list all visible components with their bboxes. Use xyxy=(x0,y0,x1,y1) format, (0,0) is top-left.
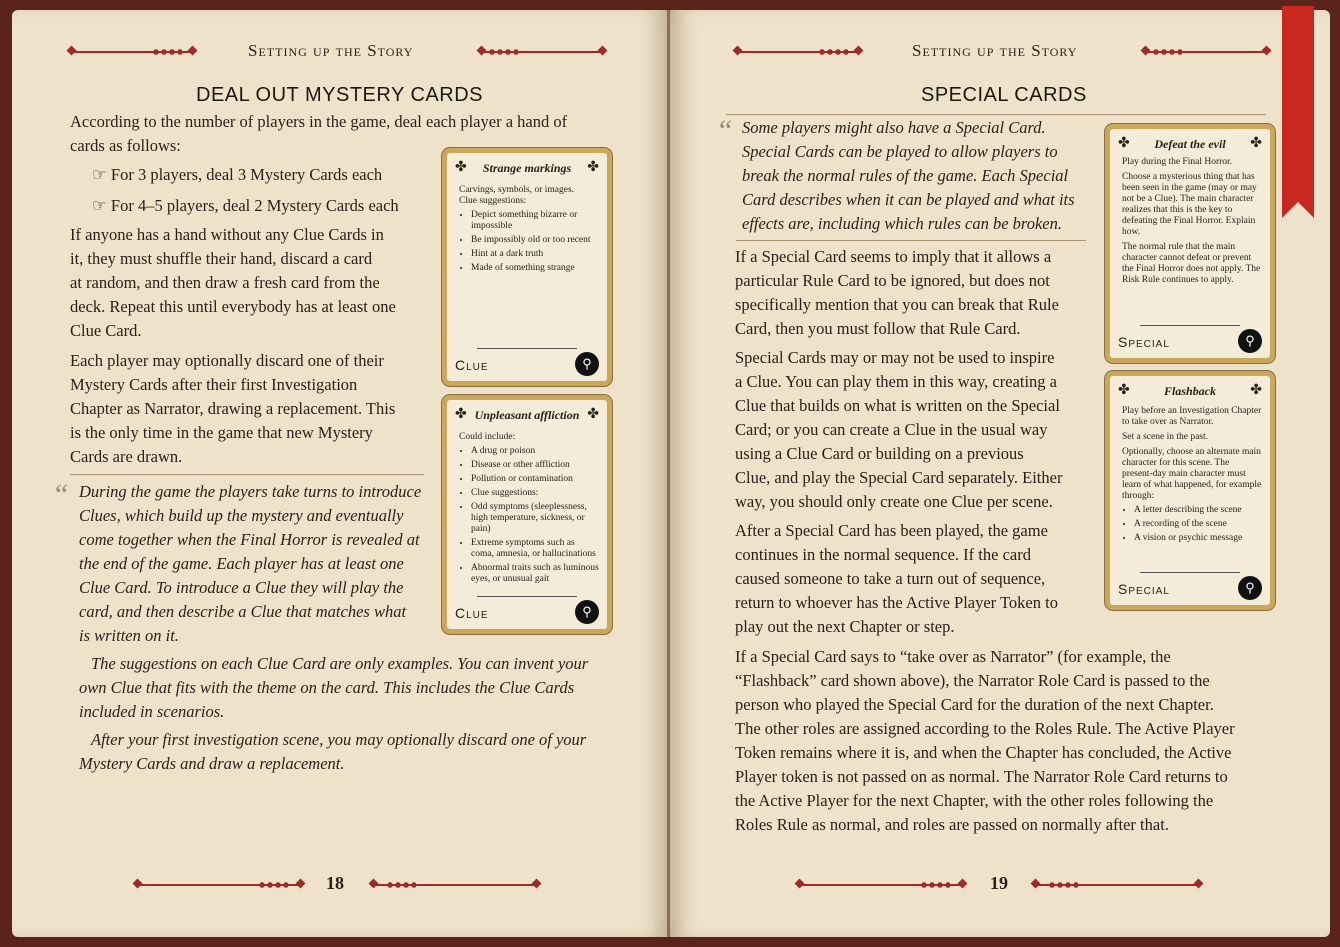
page-number-left: 18 xyxy=(326,873,344,893)
paragraph-discard: Each player may optionally discard one of their Mystery Cards after their first Investigation Chapter as Narrator, drawing a replacement. This is the only time in the game that new Mystery Cards are drawn. xyxy=(70,351,396,466)
clue-card-strange-markings xyxy=(442,148,612,386)
fleuron-icon: ✤ xyxy=(587,160,599,175)
quote-special-cards: Some players might also have a Special Card. Special Cards can be played to allow players to break the normal rules of the game. Each Special Card describes when it can be played and what its effects are, including which rules can be broken. xyxy=(742,118,1075,233)
hand-pointer-icon: ☞ xyxy=(92,196,111,215)
section-heading-left: DEAL OUT MYSTERY CARDS xyxy=(196,84,483,106)
divider-rule xyxy=(70,474,424,475)
fleuron-icon: ✤ xyxy=(1250,136,1262,151)
card-title: Defeat the evil xyxy=(1154,137,1226,151)
heading-rule xyxy=(726,114,1266,115)
card-title: Unpleasant affliction xyxy=(474,408,580,422)
magnifier-icon: ⚲ xyxy=(575,352,599,376)
quote-replacement: After your first investigation scene, you may optionally discard one of your Mystery Cards and draw a replacement. xyxy=(79,730,587,773)
bullet-list: ☞ For 3 players, deal 3 Mystery Cards each ☞ For 4–5 players, deal 2 Mystery Cards each xyxy=(92,165,399,215)
bookmark-ribbon xyxy=(1282,6,1314,202)
card-type-label: Special xyxy=(1118,581,1170,597)
paragraph-narrator: If a Special Card says to “take over as Narrator” (for example, the “Flashback” card shown above), the Narrator Role Card is passed to the person who played the Special Card for the duration of the next Chapter. The other roles are assigned according to the Roles Rule. The Active Player Token remains where it is, and when the Chapter has concluded, the Active Player token is not passed on as normal. The Narrator Role Card returns to the Active Player for the next Chapter, with the other roles following the Roles Rule as normal, and roles are passed on normally after that. xyxy=(735,647,1235,834)
quote-mark-icon: “ xyxy=(716,114,733,147)
paragraph-intro: According to the number of players in the game, deal each player a hand of cards as follows: xyxy=(70,112,568,155)
magnifier-icon: ⚲ xyxy=(1238,576,1262,600)
quote-mark-icon: “ xyxy=(52,478,69,511)
card-divider xyxy=(1140,572,1240,573)
fleuron-icon: ✤ xyxy=(455,407,467,422)
hand-pointer-icon: ☞ xyxy=(92,165,111,184)
quote-clues: During the game the players take turns to introduce Clues, which build up the mystery and eventually come together when the Final Horror is revealed at the end of the game. Each player has at least one Clue Card. To introduce a Clue they will play the card, and then describe a Clue that matches what is written on it. xyxy=(79,482,422,645)
divider-rule xyxy=(736,240,1086,241)
header-ornament-right xyxy=(1146,51,1266,53)
card-type-label: Clue xyxy=(455,357,489,373)
footer-ornament-left xyxy=(800,884,962,886)
fleuron-icon: ✤ xyxy=(587,407,599,422)
header-ornament-left xyxy=(738,51,858,53)
card-divider xyxy=(477,596,577,597)
footer-ornament-right xyxy=(1036,884,1198,886)
special-card-flashback xyxy=(1105,371,1275,610)
header-ornament-right xyxy=(482,51,602,53)
paragraph-clue-shuffle: If anyone has a hand without any Clue Cards in it, they must shuffle their hand, discard a card at random, and then draw a fresh card from the deck. Repeat this until everybody has at least one Clue Card. xyxy=(70,225,396,340)
paragraph-inspire-clue: Special Cards may or may not be used to inspire a Clue. You can play them in this way, creating a Clue that builds on what is written on the Special Card; or you can create a Clue in the usual way using a Clue Card or building on a previous Clue, and play the Special Card separately. Either way, you should only create one Clue per scene. xyxy=(735,348,1063,511)
clue-card-unpleasant-affliction xyxy=(442,395,612,634)
card-body: Play before an Investigation Chapter to take over as Narrator. Set a scene in the past. Optionally, choose an alternate main character for this scene. The present-day main character must learn of what happened, for example through: • A letter describing the scene • A recording of the scene • A vision or psychic message xyxy=(1122,406,1262,547)
special-card-defeat-the-evil xyxy=(1105,124,1275,363)
card-body: Carvings, symbols, or images. Clue suggestions: • Depict something bizarre or impossible • Be impossibly old or too recent • Hint at a dark truth • Made of something strange xyxy=(459,185,599,277)
fleuron-icon: ✤ xyxy=(455,160,467,175)
magnifier-icon: ⚲ xyxy=(575,600,599,624)
card-type-label: Special xyxy=(1118,334,1170,350)
section-heading-right: SPECIAL CARDS xyxy=(921,84,1087,106)
fleuron-icon: ✤ xyxy=(1118,136,1130,151)
card-title: Flashback xyxy=(1163,384,1216,398)
running-head-left: Setting up the Story xyxy=(248,41,414,60)
fleuron-icon: ✤ xyxy=(1250,383,1262,398)
magnifier-icon: ⚲ xyxy=(1238,329,1262,353)
paragraph-after-played: After a Special Card has been played, the game continues in the normal sequence. If the card caused someone to take a turn out of sequence, return to whoever has the Active Player Token to play out the next Chapter or step. xyxy=(735,521,1058,636)
footer-ornament-right xyxy=(374,884,536,886)
card-divider xyxy=(477,348,577,349)
page-number-right: 19 xyxy=(990,873,1008,893)
running-head-right: Setting up the Story xyxy=(912,41,1078,60)
card-body: Could include: • A drug or poison • Disease or other affliction • Pollution or contamination • Clue suggestions: • Odd symptoms (sleeplessness, high temperature, sickness, or pain) • Extreme symptoms such as coma, amnesia, or hallucinations • Abnormal traits such as luminous eyes, or unusual gait xyxy=(459,432,599,588)
book-spine xyxy=(667,10,670,937)
card-body: Play during the Final Horror. Choose a mysterious thing that has been seen in the game (may or may not be a Clue). The main character realizes that this is the key to defeating the Final Horror. Explain how. The normal rule that the main character cannot defeat or prevent the Final Horror does not apply. The Risk Rule continues to apply. xyxy=(1122,157,1261,285)
fleuron-icon: ✤ xyxy=(1118,383,1130,398)
card-title: Strange markings xyxy=(482,161,572,175)
card-type-label: Clue xyxy=(455,605,489,621)
footer-ornament-left xyxy=(138,884,300,886)
header-ornament-left xyxy=(72,51,192,53)
paragraph-rule-card: If a Special Card seems to imply that it allows a particular Rule Card to be ignored, but does not specifically mention that you can break that Rule Card, then you must follow that Rule Card. xyxy=(735,247,1059,338)
card-divider xyxy=(1140,325,1240,326)
quote-suggestions: The suggestions on each Clue Card are only examples. You can invent your own Clue that fits with the theme on the card. This includes the Clue Cards included in scenarios. xyxy=(79,654,589,721)
